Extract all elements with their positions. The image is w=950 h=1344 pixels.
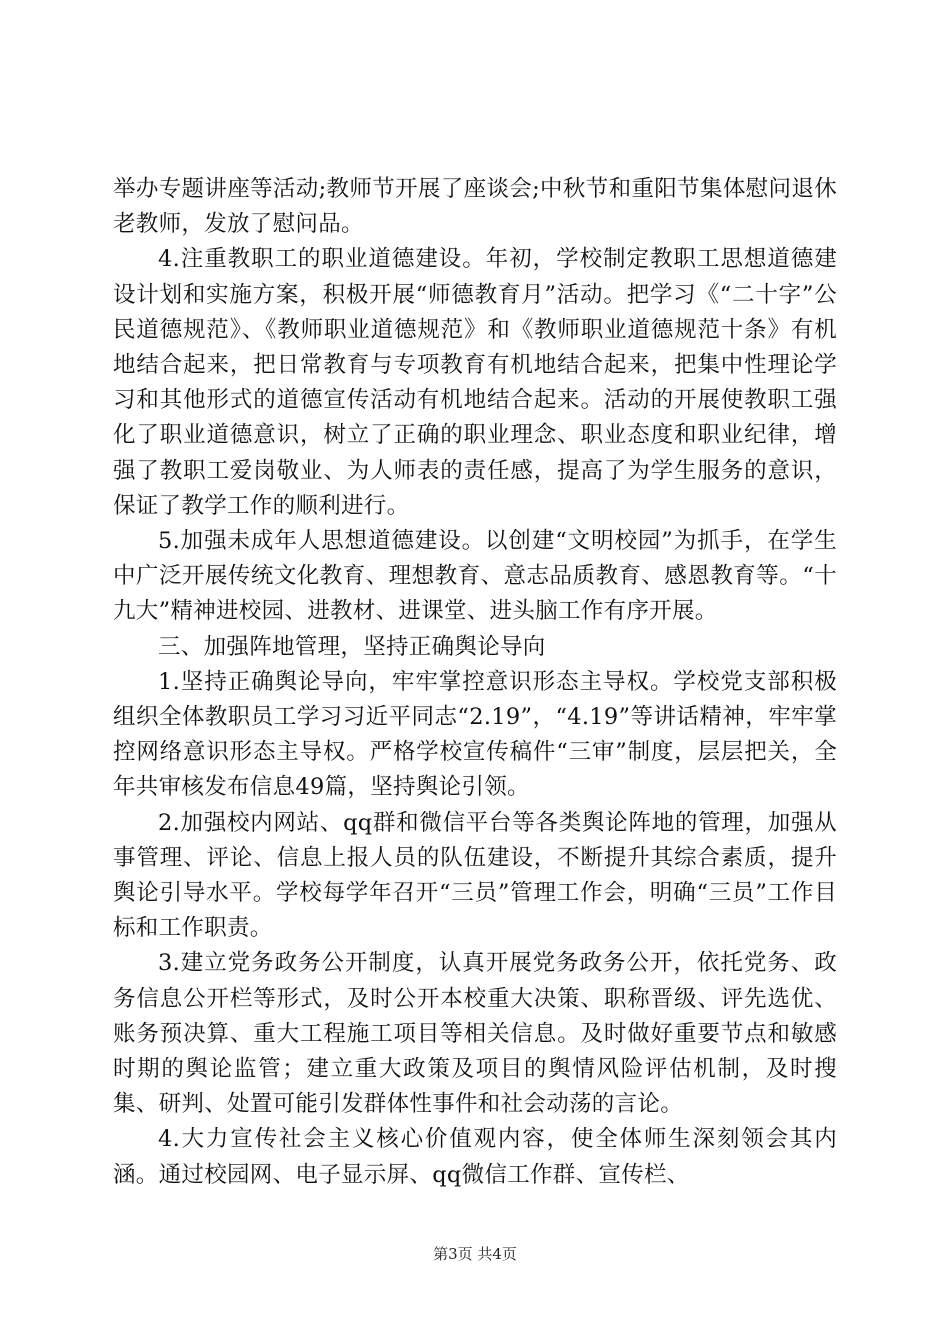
page-footer <box>0 1244 950 1264</box>
paragraph-continuation: 举办专题讲座等活动;教师节开展了座谈会;中秋节和重阳节集体慰问退休老教师，发放了慰问品。 <box>113 176 837 238</box>
paragraph-item-3-2: 2.加强校内网站、qq群和微信平台等各类舆论阵地的管理，加强从事管理、评论、信息上报人员的队伍建设，不断提升其综合素质，提升舆论引导水平。学校每学年召开“三员”管理工作会，明确“三员”工作目标和工作职责。 <box>113 809 837 942</box>
paragraph-item-5-minors: 5.加强未成年人思想道德建设。以创建“文明校园”为抓手，在学生中广泛开展传统文化教育、理想教育、意志品质教育、感恩教育等。“十九大”精神进校园、进教材、进课堂、进头脑工作有序开展。 <box>113 528 837 625</box>
document-body <box>113 172 837 1193</box>
section-heading-3: 三、加强阵地管理，坚持正确舆论导向 <box>158 633 546 660</box>
paragraph-item-4-ethics: 4.注重教职工的职业道德建设。年初，学校制定教职工思想道德建设计划和实施方案，积极开展“师德教育月”活动。把学习《“二十字”公民道德规范》、《教师职业道德规范》和《教师职业道德规范十条》有机地结合起来，把日常教育与专项教育有机地结合起来，把集中性理论学习和其他形式的道德宣传活动有机地结合起来。活动的开展使教职工强化了职业道德意识，树立了正确的职业理念、职业态度和职业纪律，增强了教职工爱岗敬业、为人师表的责任感，提高了为学生服务的意识，保证了教学工作的顺利进行。 <box>113 246 837 519</box>
paragraph-item-3-3: 3.建立党务政务公开制度，认真开展党务政务公开，依托党务、政务信息公开栏等形式，及时公开本校重大决策、职称晋级、评先选优、账务预决算、重大工程施工项目等相关信息。及时做好重要节点和敏感时期的舆论监管；建立重大政策及项目的舆情风险评估机制，及时搜集、研判、处置可能引发群体性事件和社会动荡的言论。 <box>113 950 837 1118</box>
paragraph-item-3-4: 4.大力宣传社会主义核心价值观内容，使全体师生深刻领会其内涵。通过校园网、电子显示屏、qq微信工作群、宣传栏、 <box>113 1126 837 1188</box>
page-number-label: 第3页 共4页 <box>433 1245 517 1263</box>
paragraph-item-3-1: 1.坚持正确舆论导向，牢牢掌控意识形态主导权。学校党支部积极组织全体教职员工学习习近平同志“2.19”，“4.19”等讲话精神，牢牢掌控网络意识形态主导权。严格学校宣传稿件“三审”制度，层层把关，全年共审核发布信息49篇，坚持舆论引领。 <box>113 668 837 801</box>
